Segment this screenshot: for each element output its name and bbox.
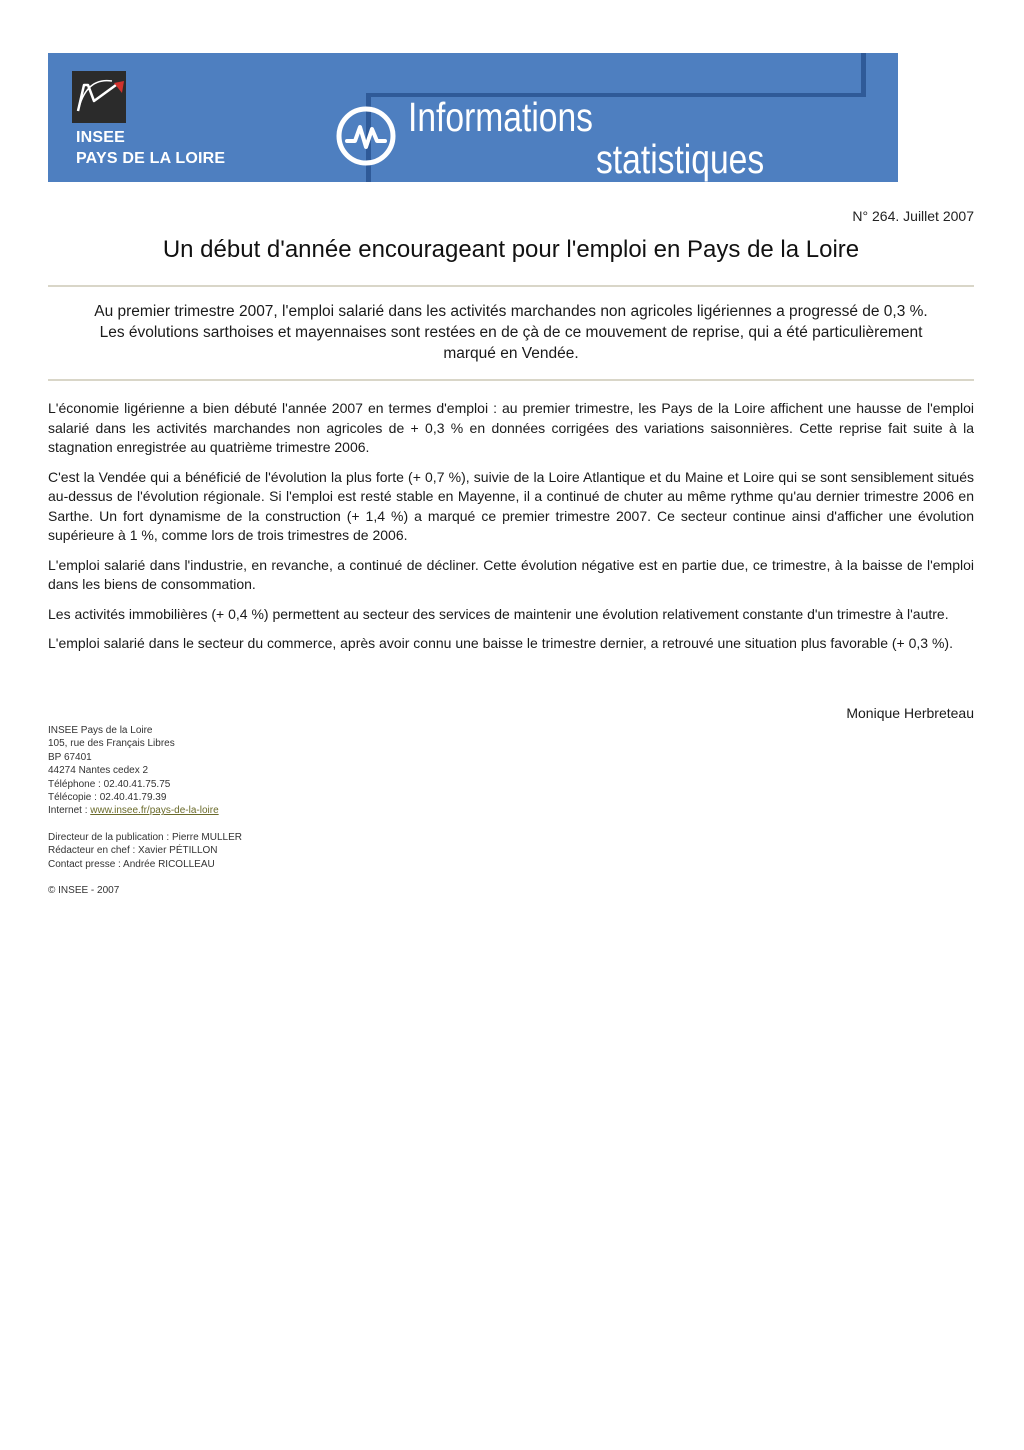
banner-frame: [366, 53, 866, 97]
banner-title-informations: Informations: [408, 94, 593, 140]
summary-line: Au premier trimestre 2007, l'emploi salarié dans les activités marchandes non agricoles ligériennes a progressé de 0,3 %.: [94, 303, 928, 320]
logo-wordmark: [76, 127, 225, 169]
article-body: [48, 399, 974, 664]
article-paragraph: Les activités immobilières (+ 0,4 %) permettent au secteur des services de maintenir une évolution relativement constante d'un trimestre à l'autre.: [48, 605, 949, 622]
banner-title-statistiques: statistiques: [596, 136, 765, 182]
logo-line-insee: INSEE: [76, 129, 126, 146]
copyright-notice: © INSEE - 2007: [48, 885, 120, 896]
signal-wave-icon: [335, 105, 397, 167]
divider-bottom: [48, 379, 974, 381]
contact-block: [48, 724, 219, 818]
contact-fax: Télécopie : 02.40.41.79.39: [48, 792, 167, 804]
author-signature: Monique Herbreteau: [846, 705, 974, 721]
summary-line: Les évolutions sarthoises et mayennaises sont restées en de çà de ce mouvement de reprise, qui a été particulièrement: [99, 324, 923, 341]
contact-internet: [48, 804, 219, 817]
header-banner: [48, 53, 898, 182]
credit-director: Directeur de la publication : Pierre MULLER: [48, 832, 242, 843]
logo-line-region: PAYS DE LA LOIRE: [76, 150, 226, 167]
website-link[interactable]: www.insee.fr/pays-de-la-loire: [90, 805, 219, 817]
summary-line: marqué en Vendée.: [443, 345, 579, 362]
contact-phone: Téléphone : 02.40.41.75.75: [48, 778, 171, 790]
contact-line: BP 67401: [48, 751, 92, 763]
summary-abstract: [48, 301, 974, 364]
internet-label: Internet :: [48, 805, 91, 817]
credit-editor: Rédacteur en chef : Xavier PÉTILLON: [48, 845, 218, 857]
article-paragraph: L'emploi salarié dans le secteur du commerce, après avoir connu une baisse le trimestre dernier, a retrouvé une situation plus favorable (+ 0,3 %).: [48, 635, 953, 651]
page-title: Un début d'année encourageant pour l'emploi en Pays de la Loire: [162, 236, 860, 263]
contact-line: INSEE Pays de la Loire: [48, 725, 153, 736]
credits-block: [48, 831, 242, 871]
credit-press: Contact presse : Andrée RICOLLEAU: [48, 858, 215, 870]
article-paragraph: L'emploi salarié dans l'industrie, en revanche, a continué de décliner. Cette évolution négative est en partie due, ce trimestre, à la baisse de l'emploi dans les biens de consommation.: [48, 556, 974, 592]
contact-line: 105, rue des Français Libres: [48, 738, 175, 750]
article-paragraph: L'économie ligérienne a bien débuté l'année 2007 en termes d'emploi : au premier trimestre, les Pays de la Loire affichent une hausse de l'emploi salarié dans les activités marchandes non agricoles de + 0,3 % en données corrigées des variations saisonnières. Cette reprise fait suite à la stagnation enregistrée au quatrième trimestre 2006.: [48, 400, 974, 455]
divider-top: [48, 285, 974, 287]
insee-logo-icon: [72, 71, 126, 123]
issue-number: N° 264. Juillet 2007: [852, 208, 974, 224]
article-paragraph: C'est la Vendée qui a bénéficié de l'évolution la plus forte (+ 0,7 %), suivie de la Loire Atlantique et du Maine et Loire qui se sont sensiblement situés au-dessus de l'évolution régionale. Si l'emploi est resté stable en Mayenne, il a continué de chuter au même rythme qu'au dernier trimestre 2006 en Sarthe. Un fort dynamisme de la construction (+ 1,4 %) a marqué ce premier trimestre 2007. Ce secteur continue ainsi d'afficher une évolution supérieure à 1 %, comme lors de trois trimestres de 2006.: [48, 468, 974, 543]
contact-line: 44274 Nantes cedex 2: [48, 765, 149, 777]
